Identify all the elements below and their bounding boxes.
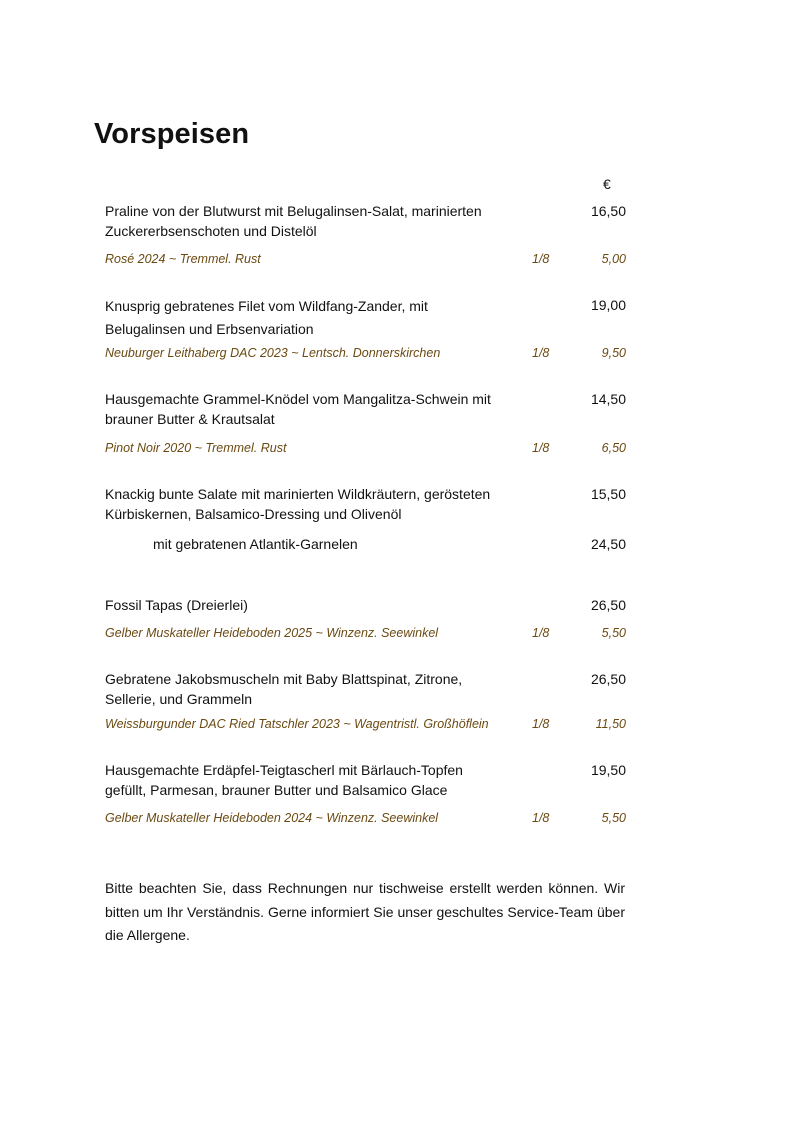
wine-size: 1/8 [532, 717, 550, 731]
menu-item [105, 201, 626, 241]
menu-item-description: Hausgemachte Grammel-Knödel vom Mangalitza-Schwein mit brauner Butter & Krautsalat [105, 391, 491, 427]
menu-item-description: Hausgemachte Erdäpfel-Teigtascherl mit Bärlauch-Topfen gefüllt, Parmesan, brauner Butter und Balsamico Glace [105, 762, 463, 798]
wine-name: Weissburgunder DAC Ried Tatschler 2023 ~ Wagentristl. Großhöflein [105, 717, 489, 731]
menu-item-price: 26,50 [590, 597, 626, 613]
wine-pairing [105, 251, 626, 267]
menu-item-description: Knackig bunte Salate mit marinierten Wildkräutern, gerösteten Kürbiskernen, Balsamico-Dressing und Olivenöl [105, 486, 491, 522]
wine-price: 6,50 [601, 441, 626, 455]
wine-pairing [105, 625, 626, 641]
currency-header: € [603, 176, 611, 192]
menu-item-extra-price: 24,50 [590, 536, 626, 552]
menu-item-price: 26,50 [590, 671, 626, 687]
page-title: Vorspeisen [94, 118, 250, 150]
menu-item-description: Gebratene Jakobsmuscheln mit Baby Blattspinat, Zitrone, Sellerie, und Grammeln [105, 671, 463, 707]
menu-item-description: Knusprig gebratenes Filet vom Wildfang-Zander, mit Belugalinsen und Erbsenvariation [105, 298, 428, 337]
menu-item-price: 19,00 [590, 297, 626, 313]
wine-name: Gelber Muskateller Heideboden 2025 ~ Winzenz. Seewinkel [105, 626, 439, 640]
menu-item [105, 595, 626, 615]
menu-item [105, 669, 626, 709]
wine-name: Rosé 2024 ~ Tremmel. Rust [105, 252, 261, 266]
wine-name: Gelber Muskateller Heideboden 2024 ~ Winzenz. Seewinkel [105, 811, 439, 825]
menu-item-price: 16,50 [590, 203, 626, 219]
menu-item-description: Praline von der Blutwurst mit Belugalinsen-Salat, marinierten Zuckererbsenschoten und Distelöl [105, 203, 482, 239]
menu-item [105, 295, 626, 341]
wine-size: 1/8 [532, 626, 550, 640]
wine-name: Pinot Noir 2020 ~ Tremmel. Rust [105, 441, 287, 455]
wine-price: 11,50 [595, 717, 626, 731]
menu-item [105, 389, 626, 429]
menu-item [105, 484, 626, 524]
menu-item-price: 19,50 [590, 762, 626, 778]
wine-pairing [105, 810, 626, 826]
wine-price: 5,00 [601, 252, 626, 266]
menu-item [105, 760, 626, 800]
menu-item-price: 14,50 [590, 391, 626, 407]
wine-pairing [105, 440, 626, 456]
menu-item-price: 15,50 [590, 486, 626, 502]
wine-price: 9,50 [601, 346, 626, 360]
wine-price: 5,50 [601, 626, 626, 640]
menu-item-extra [153, 534, 626, 554]
wine-size: 1/8 [532, 811, 550, 825]
allergen-notice: Bitte beachten Sie, dass Rechnungen nur tischweise erstellt werden können. Wir bitten um Ihr Verständnis. Gerne informiert Sie unser geschultes Service-Team über die Allergene. [105, 880, 625, 943]
wine-name: Neuburger Leithaberg DAC 2023 ~ Lentsch. Donnerskirchen [105, 346, 441, 360]
wine-pairing [105, 716, 626, 732]
menu-item-extra-description: mit gebratenen Atlantik-Garnelen [153, 536, 358, 552]
wine-price: 5,50 [601, 811, 626, 825]
menu-item-description: Fossil Tapas (Dreierlei) [105, 597, 248, 613]
wine-size: 1/8 [532, 441, 550, 455]
wine-pairing [105, 345, 626, 361]
wine-size: 1/8 [532, 252, 550, 266]
wine-size: 1/8 [532, 346, 550, 360]
